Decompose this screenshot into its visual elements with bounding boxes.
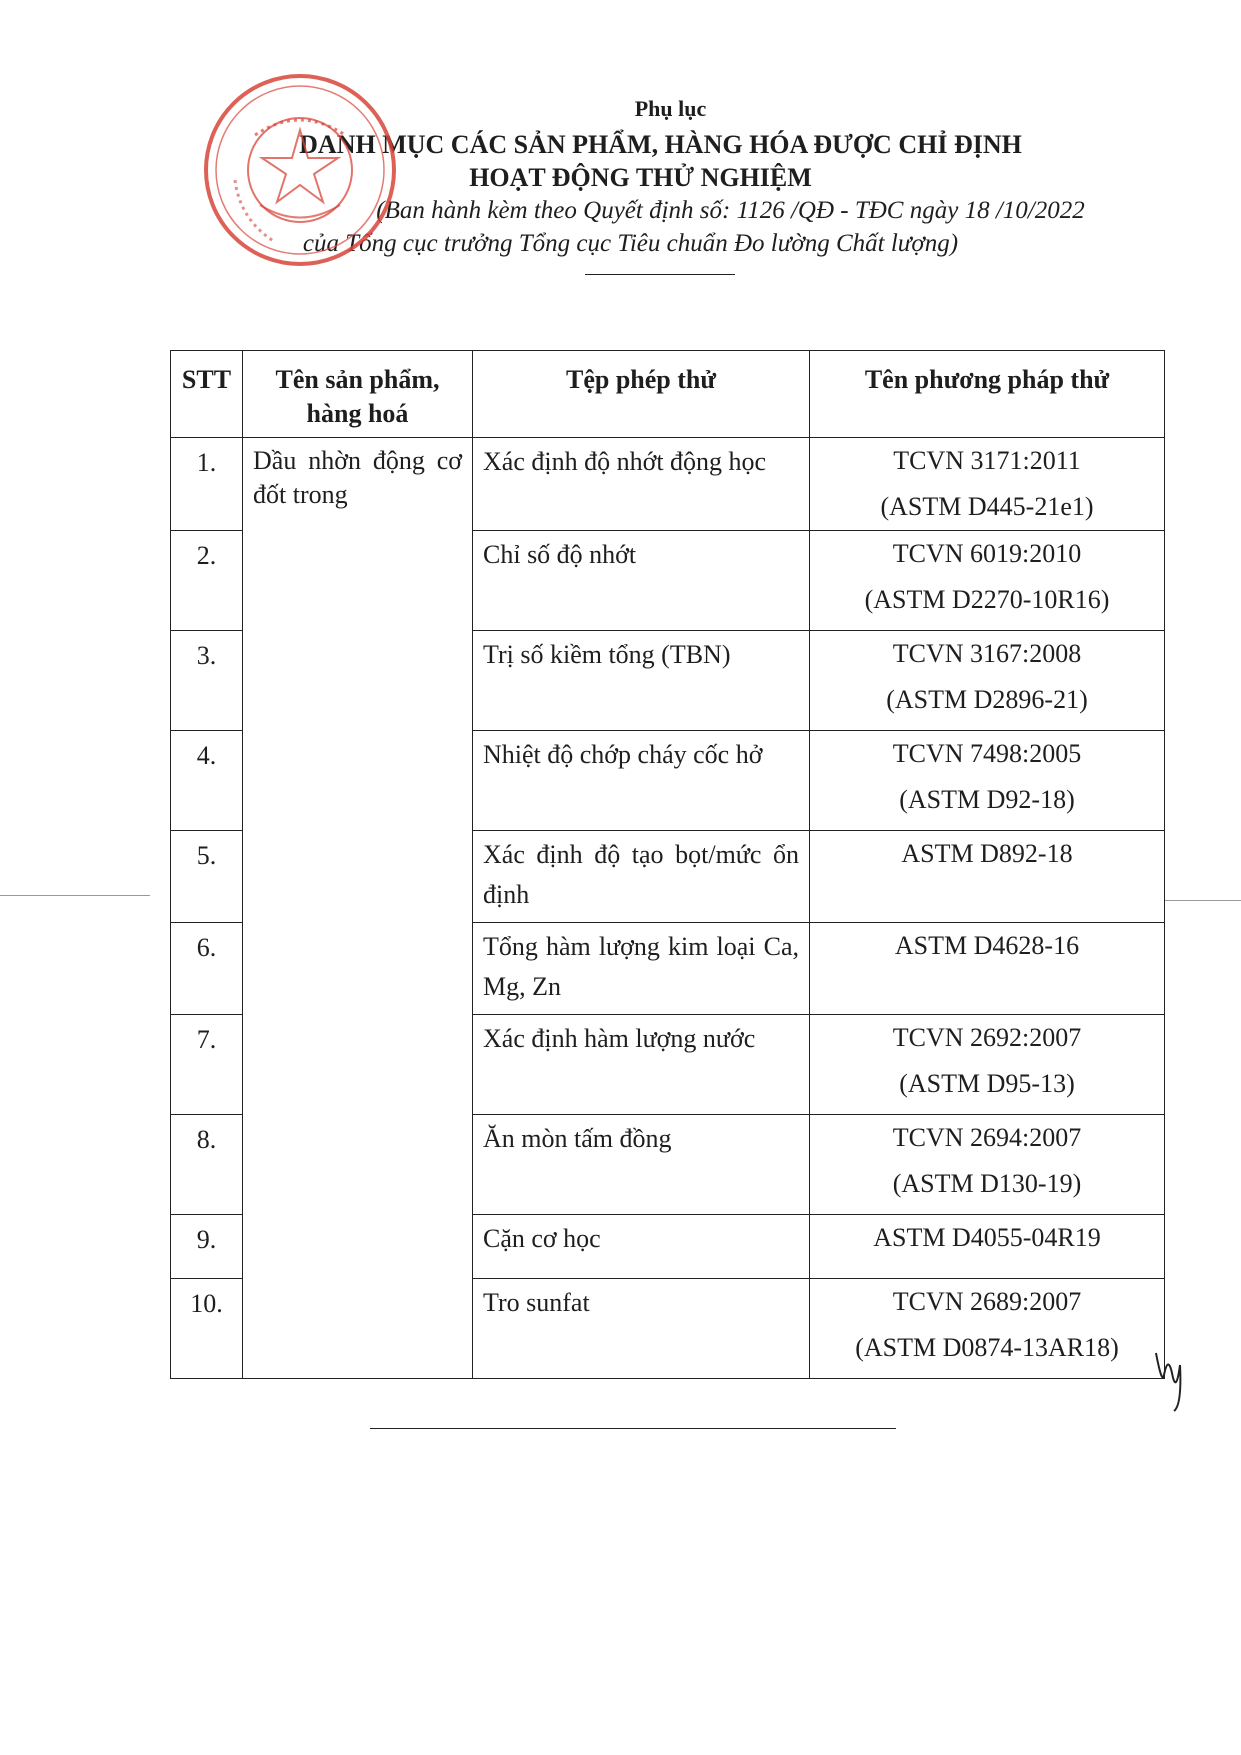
row-stt: 9. — [171, 1215, 243, 1279]
decision-reference: (Ban hành kèm theo Quyết định số: 1126 /QĐ - TĐC ngày 18 /10/2022 — [376, 197, 1085, 224]
document-title: DANH MỤC CÁC SẢN PHẨM, HÀNG HÓA ĐƯỢC CHỈ ĐỊNH — [299, 130, 1022, 159]
method-standard: TCVN 7498:2005 — [892, 739, 1082, 768]
method-standard: ASTM D4628-16 — [894, 931, 1080, 960]
row-test: Ăn mòn tấm đồng — [473, 1115, 810, 1215]
method-standard: ASTM D4055-04R19 — [873, 1223, 1101, 1252]
method-astm: (ASTM D0874-13AR18) — [855, 1333, 1119, 1362]
header-product — [243, 351, 473, 438]
row-test: Trị số kiềm tổng (TBN) — [473, 631, 810, 731]
row-test: Xác định độ tạo bọt/mức ổn định — [473, 831, 810, 923]
row-method — [810, 923, 1165, 1015]
scan-artifact-line — [0, 895, 150, 896]
row-test: Tro sunfat — [473, 1279, 810, 1379]
product-name: Dầu nhờn động cơ đốt trong — [243, 438, 473, 1379]
row-stt: 6. — [171, 923, 243, 1015]
issuer-reference: của Tổng cục trưởng Tổng cục Tiêu chuẩn Đo lường Chất lượng) — [302, 230, 959, 257]
method-astm: (ASTM D95-13) — [899, 1069, 1075, 1098]
method-astm: (ASTM D92-18) — [899, 785, 1075, 814]
row-stt: 4. — [171, 731, 243, 831]
method-astm: (ASTM D130-19) — [892, 1169, 1082, 1198]
method-standard: ASTM D892-18 — [901, 839, 1073, 868]
footer-divider — [370, 1428, 896, 1429]
row-stt: 7. — [171, 1015, 243, 1115]
row-test: Xác định độ nhớt động học — [473, 438, 810, 531]
row-stt: 3. — [171, 631, 243, 731]
method-astm: (ASTM D2270-10R16) — [864, 585, 1110, 614]
method-standard: TCVN 2694:2007 — [892, 1123, 1082, 1152]
row-stt: 1. — [171, 438, 243, 531]
row-test: Xác định hàm lượng nước — [473, 1015, 810, 1115]
initials-signature-icon — [1150, 1345, 1190, 1415]
row-method — [810, 631, 1165, 731]
row-method — [810, 731, 1165, 831]
header-stt: STT — [171, 351, 243, 438]
row-method — [810, 1279, 1165, 1379]
row-test: Nhiệt độ chớp cháy cốc hở — [473, 731, 810, 831]
row-test: Tổng hàm lượng kim loại Ca, Mg, Zn — [473, 923, 810, 1015]
method-standard: TCVN 2689:2007 — [892, 1287, 1082, 1316]
table-row — [171, 438, 1165, 531]
row-stt: 10. — [171, 1279, 243, 1379]
header-product-line1: Tên sản phẩm, — [275, 365, 440, 394]
test-catalog-table — [170, 350, 1165, 1379]
row-method — [810, 1015, 1165, 1115]
row-method — [810, 1115, 1165, 1215]
appendix-label: Phụ lục — [634, 96, 707, 121]
method-standard: TCVN 3167:2008 — [892, 639, 1082, 668]
document-subtitle: HOẠT ĐỘNG THỬ NGHIỆM — [469, 163, 812, 192]
row-test: Cặn cơ học — [473, 1215, 810, 1279]
header-product-line2: hàng hoá — [306, 399, 409, 428]
method-standard: TCVN 3171:2011 — [893, 446, 1081, 475]
row-test: Chỉ số độ nhớt — [473, 531, 810, 631]
table-header-row — [171, 351, 1165, 438]
row-method — [810, 531, 1165, 631]
row-method — [810, 831, 1165, 923]
method-standard: TCVN 2692:2007 — [892, 1023, 1082, 1052]
row-stt: 2. — [171, 531, 243, 631]
row-stt: 8. — [171, 1115, 243, 1215]
official-seal-icon — [200, 70, 400, 270]
header-divider — [585, 274, 735, 275]
row-method — [810, 438, 1165, 531]
method-standard: TCVN 6019:2010 — [892, 539, 1082, 568]
method-astm: (ASTM D2896-21) — [886, 685, 1088, 714]
row-stt: 5. — [171, 831, 243, 923]
scan-artifact-line — [1165, 900, 1241, 901]
header-method: Tên phương pháp thử — [810, 351, 1165, 438]
header-test: Tệp phép thử — [473, 351, 810, 438]
method-astm: (ASTM D445-21e1) — [880, 492, 1094, 521]
row-method — [810, 1215, 1165, 1279]
